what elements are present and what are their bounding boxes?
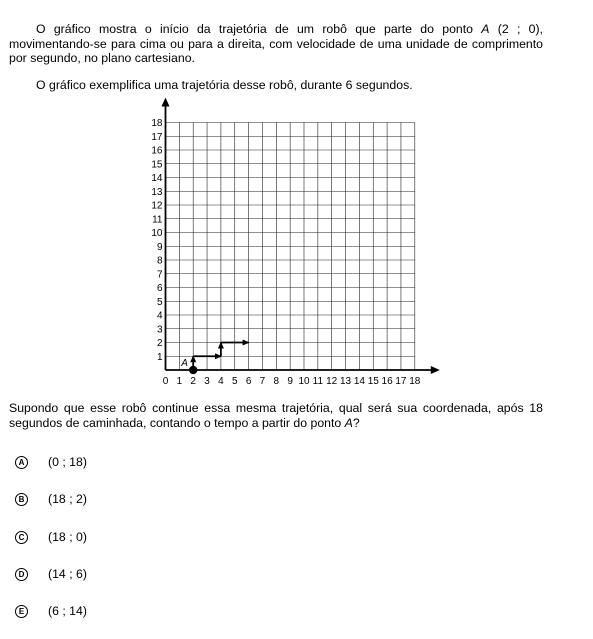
y-tick-label: 14 xyxy=(151,173,163,184)
option-e-text: (6 ; 14) xyxy=(48,604,87,618)
x-tick-label: 8 xyxy=(273,376,280,387)
x-tick-label: 9 xyxy=(287,376,293,387)
example-paragraph: O gráfico exemplifica uma trajetória desse robô, durante 6 segundos. xyxy=(36,78,413,92)
x-tick-label: 6 xyxy=(245,376,252,387)
option-e-letter-icon: E xyxy=(15,605,28,618)
chart-axes xyxy=(162,98,440,374)
intro-paragraph xyxy=(9,22,543,66)
option-c-letter-icon: C xyxy=(15,531,28,544)
question-text-part2: ? xyxy=(352,415,360,430)
chart-grid xyxy=(166,123,415,371)
option-b[interactable] xyxy=(15,490,87,508)
x-tick-label: 1 xyxy=(176,376,183,387)
option-a-letter-icon: A xyxy=(15,456,28,469)
x-tick-label: 15 xyxy=(367,376,379,387)
intro-text-part2: (2 ; 0), movimentando-se para cima ou para a direita, com velocidade de uma unidade de comprimento por segundo, no plano cartesiano. xyxy=(9,22,543,66)
y-tick-label: 12 xyxy=(151,200,163,212)
option-a[interactable] xyxy=(15,453,87,471)
y-tick-label: 5 xyxy=(156,296,163,308)
y-tick-label: 11 xyxy=(152,214,163,226)
chart-tick-labels xyxy=(151,118,420,387)
y-tick-label: 13 xyxy=(151,186,163,198)
y-tick-label: 9 xyxy=(156,241,163,253)
y-tick-label: 18 xyxy=(151,118,163,129)
option-b-text: (18 ; 2) xyxy=(48,492,87,506)
option-a-text: (0 ; 18) xyxy=(48,455,87,469)
question-paragraph xyxy=(9,401,543,430)
x-tick-label: 12 xyxy=(326,376,338,387)
y-tick-label: 16 xyxy=(151,145,163,157)
y-tick-label: 17 xyxy=(151,131,163,143)
y-tick-label: 15 xyxy=(151,159,163,171)
question-point-name: A xyxy=(344,415,353,430)
option-d[interactable] xyxy=(15,565,87,583)
x-tick-label: 13 xyxy=(339,376,352,387)
x-axis-arrow-icon xyxy=(431,366,440,374)
option-c[interactable] xyxy=(15,528,87,546)
start-point-label: A xyxy=(181,358,188,369)
option-b-letter-icon: B xyxy=(15,493,28,506)
y-tick-label: 3 xyxy=(156,324,163,336)
x-tick-label: 2 xyxy=(190,376,196,387)
option-d-letter-icon: D xyxy=(15,568,28,581)
x-tick-label: 18 xyxy=(409,376,421,387)
y-tick-label: 8 xyxy=(156,255,163,267)
option-e[interactable] xyxy=(15,602,87,620)
x-tick-label: 17 xyxy=(395,376,407,387)
y-axis-arrow-icon xyxy=(162,98,170,107)
x-tick-label: 4 xyxy=(218,376,224,387)
y-tick-label: 10 xyxy=(151,228,163,239)
option-d-text: (14 ; 6) xyxy=(48,567,87,581)
trajectory-chart xyxy=(0,98,593,398)
y-tick-label: 7 xyxy=(156,269,163,281)
x-tick-label: 3 xyxy=(204,376,210,387)
intro-point-name: A xyxy=(481,22,490,36)
intro-text-part1: O gráfico mostra o início da trajetória de um robô que parte do ponto xyxy=(36,22,482,36)
option-c-text: (18 ; 0) xyxy=(48,530,87,544)
x-tick-label: 10 xyxy=(298,376,310,387)
start-point-dot xyxy=(189,366,197,374)
x-tick-label: 16 xyxy=(381,376,393,387)
question-text-part1: Supondo que esse robô continue essa mesma trajetória, qual será sua coordenada, após 18 segundos de caminhada, contando o tempo a partir do ponto xyxy=(9,401,543,430)
y-tick-label: 1 xyxy=(156,351,163,363)
x-tick-label: 11 xyxy=(312,376,324,387)
y-tick-label: 4 xyxy=(156,310,163,322)
y-tick-label: 6 xyxy=(156,283,163,294)
x-tick-label: 14 xyxy=(353,376,365,387)
x-tick-label: 7 xyxy=(259,376,266,387)
y-tick-label: 2 xyxy=(156,338,163,349)
x-tick-label: 5 xyxy=(231,376,238,387)
x-tick-label: 0 xyxy=(162,376,169,387)
